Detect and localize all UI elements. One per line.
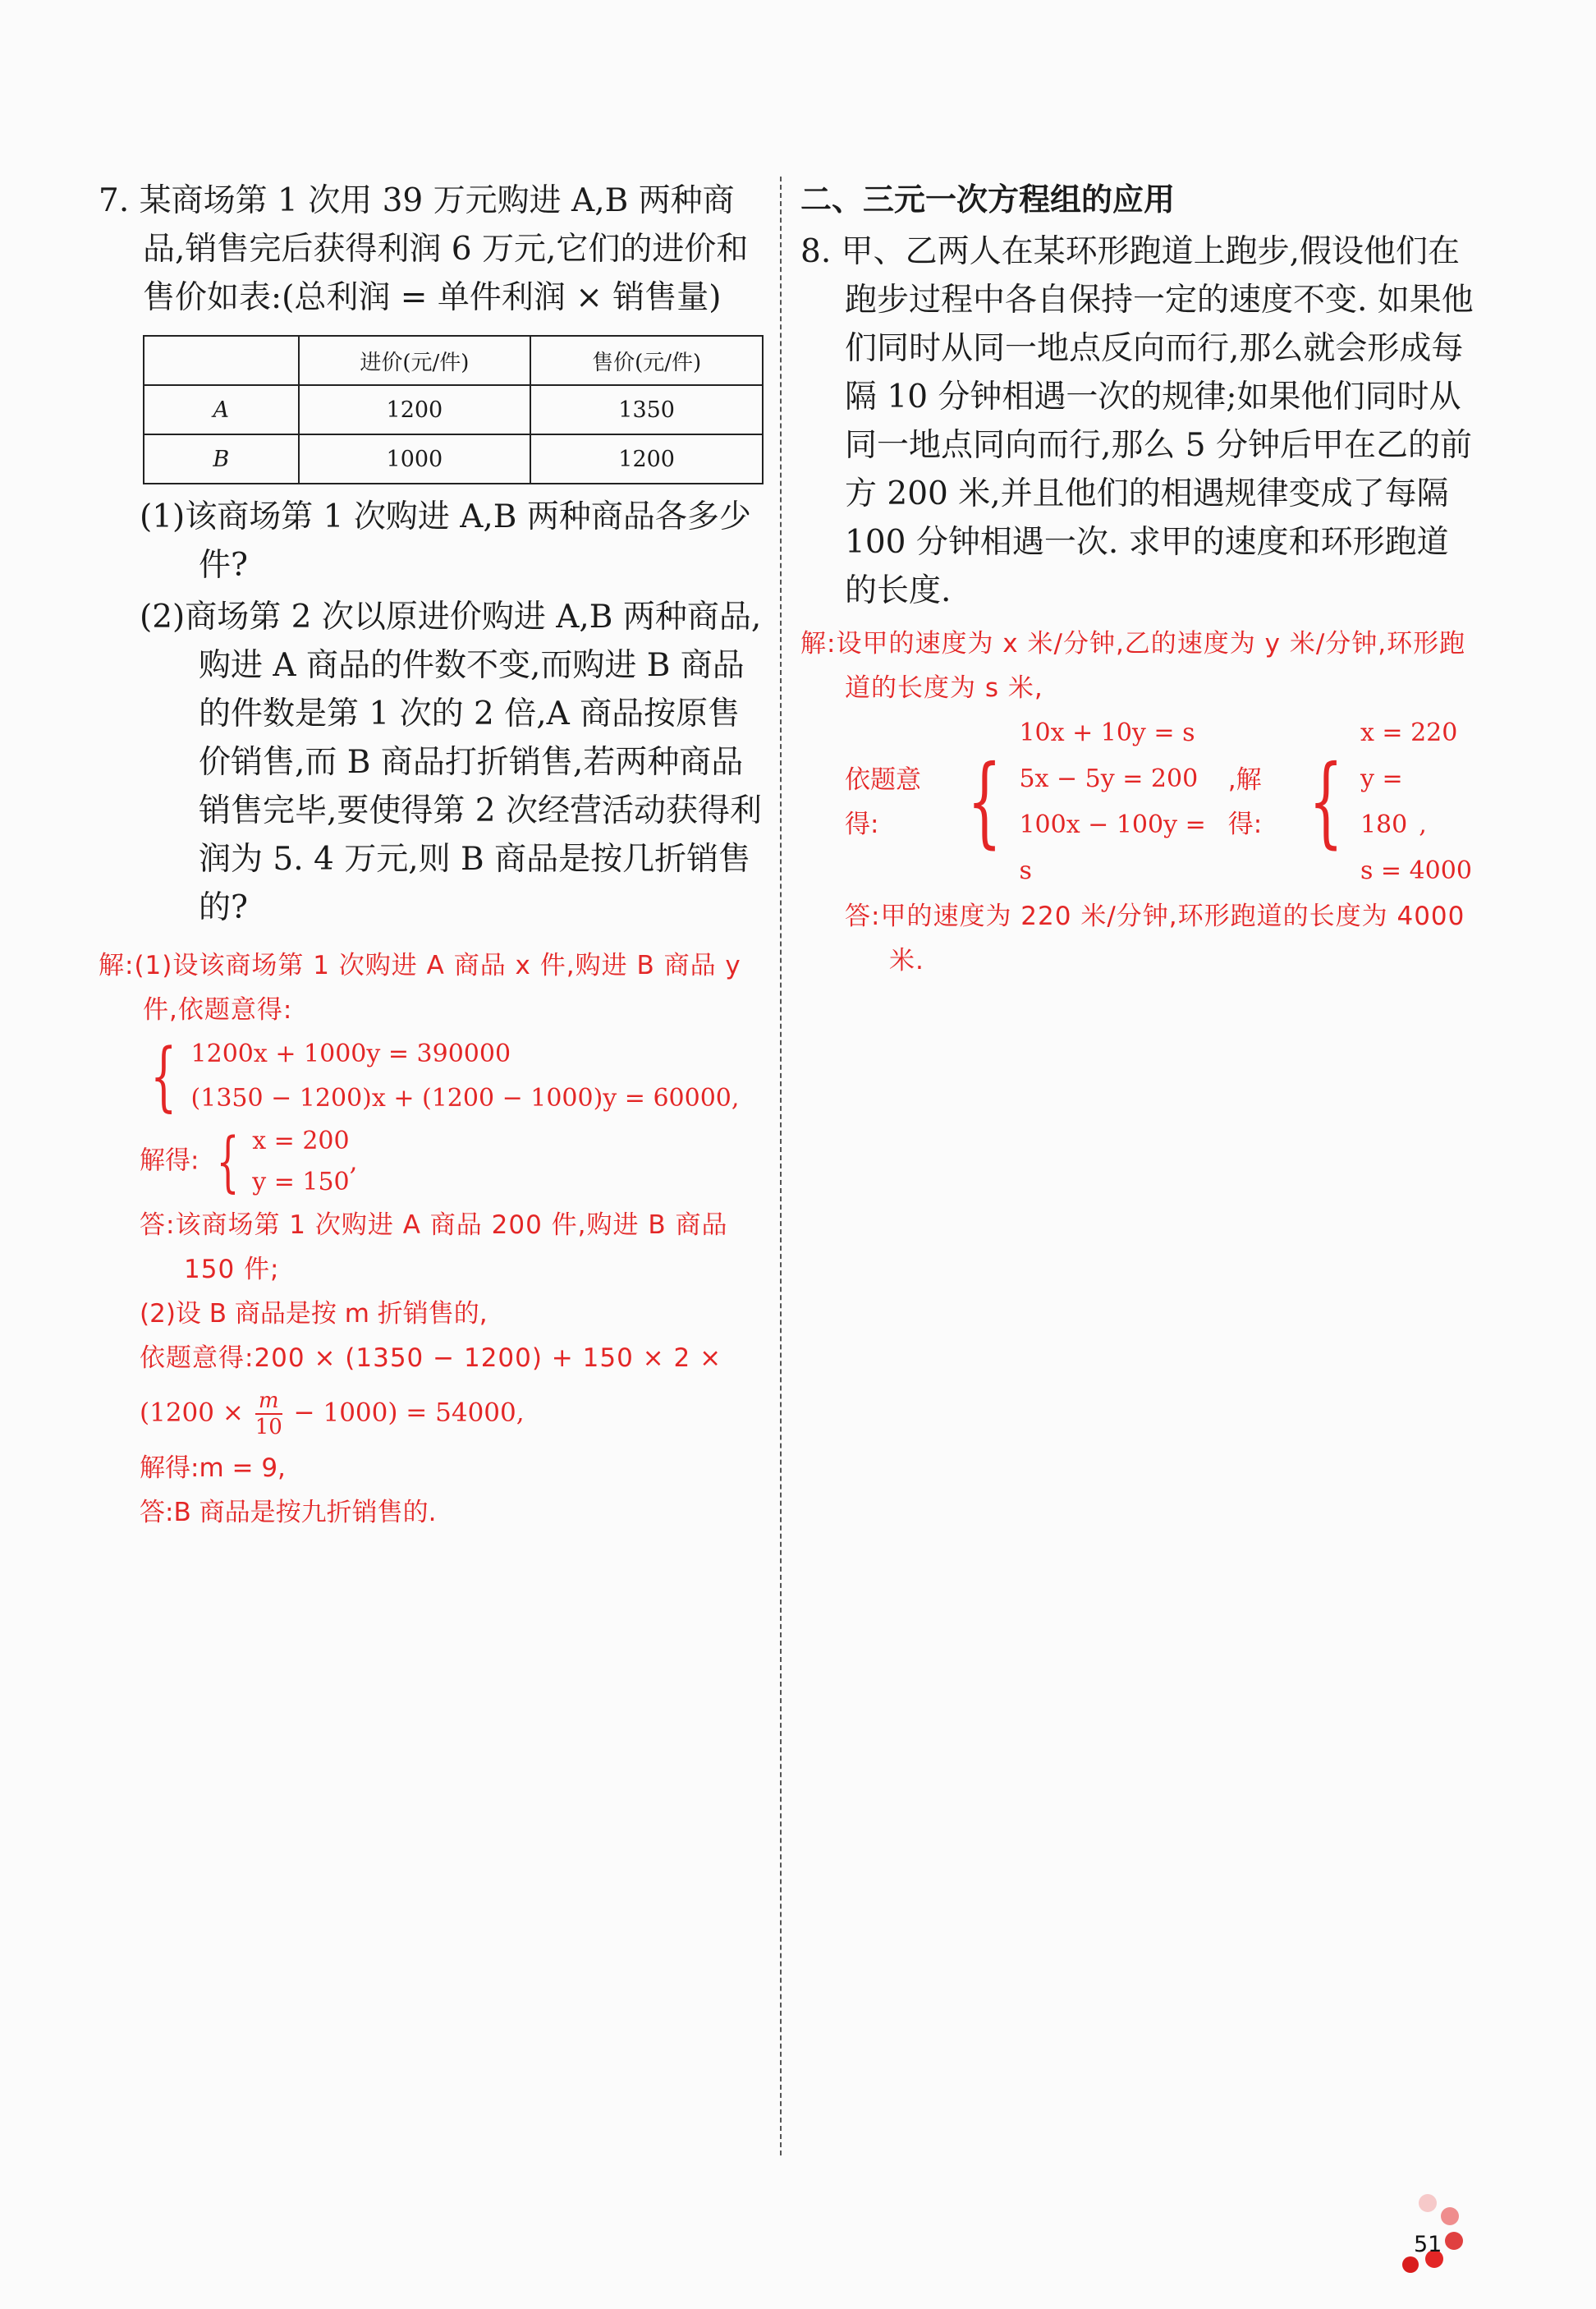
answer-7-part-2-setup: (2)设 B 商品是按 m 折销售的, bbox=[140, 1299, 488, 1329]
table-cell: 1000 bbox=[299, 434, 531, 484]
solution-line: x = 200 bbox=[252, 1127, 350, 1155]
equation-line: 1200x + 1000y = 390000 bbox=[190, 1040, 511, 1068]
left-brace: { bbox=[967, 745, 1002, 859]
right-column bbox=[800, 177, 1474, 983]
equation-line: (1350 − 1200)x + (1200 − 1000)y = 60000, bbox=[190, 1084, 740, 1113]
table-cell: 1350 bbox=[530, 385, 763, 434]
question-7-answer bbox=[99, 943, 764, 1535]
answer-7-equation-system bbox=[140, 1032, 764, 1121]
left-brace: { bbox=[150, 1032, 177, 1120]
question-8-text: 8. 甲、乙两人在某环形跑道上跑步,假设他们在跑步过程中各自保持一定的速度不变. 如果他们同时从同一地点反向而行,那么就会形成每隔 10 分钟相遇一次的规律;如果他们同时从同一地点同向而行,那么 5 分钟后甲在乙的前方 200 米,并且他们的相遇规律变成了每隔 100 分钟相遇一次. 求甲的速度和环形跑道的长度. bbox=[800, 233, 1474, 609]
table-cell: A bbox=[144, 385, 299, 434]
price-table bbox=[143, 335, 764, 484]
left-brace: { bbox=[1308, 745, 1343, 859]
decor-dot bbox=[1419, 2194, 1437, 2212]
table-row bbox=[144, 434, 763, 484]
column-divider bbox=[780, 177, 782, 2155]
table-header-cell bbox=[144, 336, 299, 385]
decor-dot bbox=[1445, 2232, 1463, 2250]
decor-dot bbox=[1441, 2207, 1459, 2225]
answer-7-conclusion-2: 答:B 商品是按九折销售的. bbox=[140, 1498, 437, 1527]
answer-8-conclusion: 答:甲的速度为 220 米/分钟,环形跑道的长度为 4000 米. bbox=[845, 902, 1465, 975]
answer-7-solution: 解得: { x = 200 y = 150 , bbox=[140, 1121, 764, 1203]
table-row bbox=[144, 385, 763, 434]
answer-7-part-2-equation-cont: (1200 × $\frac{m}{10}$ − 1000) = 54000, bbox=[140, 1389, 525, 1439]
question-7-part-2: (2)商场第 2 次以原进价购进 A,B 两种商品,购进 A 商品的件数不变,而购进 B 商品的件数是第 1 次的 2 倍,A 商品按原售价销售,而 B 商品打折销售,若两种商品销售完毕,要使得第 2 次经营活动获得利润为 5. 4 万元,则 B 商品是按几折销售的? bbox=[140, 599, 763, 926]
fraction: $\frac{m}{10}$ bbox=[255, 1389, 282, 1439]
answer-8-intro: 解:设甲的速度为 x 米/分钟,乙的速度为 y 米/分钟,环形跑道的长度为 s 米, bbox=[800, 629, 1466, 703]
table-cell: 1200 bbox=[530, 434, 763, 484]
table-header-row bbox=[144, 336, 763, 385]
left-brace: { bbox=[216, 1123, 240, 1200]
section-title: 二、三元一次方程组的应用 bbox=[800, 181, 1176, 218]
answer-7-part-2-equation: 依题意得:200 × (1350 − 1200) + 150 × 2 × bbox=[140, 1343, 722, 1373]
table-header-cell: 进价(元/件) bbox=[299, 336, 531, 385]
equation-line: 5x − 5y = 200 bbox=[1019, 764, 1199, 793]
page-number: 51 bbox=[1414, 2232, 1442, 2257]
question-8-answer bbox=[800, 622, 1474, 983]
question-7-text: 7. 某商场第 1 次用 39 万元购进 A,B 两种商品,销售完后获得利润 6 万元,它们的进价和售价如表:(总利润 = 单件利润 × 销售量) bbox=[99, 182, 749, 316]
equation-line: 100x − 100y = s bbox=[1019, 810, 1206, 885]
left-column bbox=[99, 177, 764, 1535]
question-7-part-1: (1)该商场第 1 次购进 A,B 两种商品各多少件? bbox=[140, 498, 751, 584]
table-cell: B bbox=[144, 434, 299, 484]
decor-dot bbox=[1402, 2256, 1419, 2273]
answer-7-part-2-solve: 解得:m = 9, bbox=[140, 1453, 286, 1483]
table-header-cell: 售价(元/件) bbox=[530, 336, 763, 385]
equation-line: 10x + 10y = s bbox=[1019, 718, 1195, 747]
solution-line: s = 4000 bbox=[1360, 856, 1472, 885]
answer-7-conclusion-1: 答:该商场第 1 次购进 A 商品 200 件,购进 B 商品 150 件; bbox=[140, 1210, 728, 1284]
solution-line: y = 150 bbox=[252, 1168, 350, 1196]
solution-line: y = 180 , bbox=[1360, 764, 1427, 839]
answer-7-intro: 解:(1)设该商场第 1 次购进 A 商品 x 件,购进 B 商品 y 件,依题意得: bbox=[99, 951, 741, 1025]
solution-line: x = 220 bbox=[1360, 718, 1458, 747]
table-cell: 1200 bbox=[299, 385, 531, 434]
answer-8-system: 依题意得: { 10x + 10y = s 5x − 5y = 200 100x − 100y = s ,解得: { x = 220 y = 180 , s = 4000 bbox=[845, 710, 1474, 894]
